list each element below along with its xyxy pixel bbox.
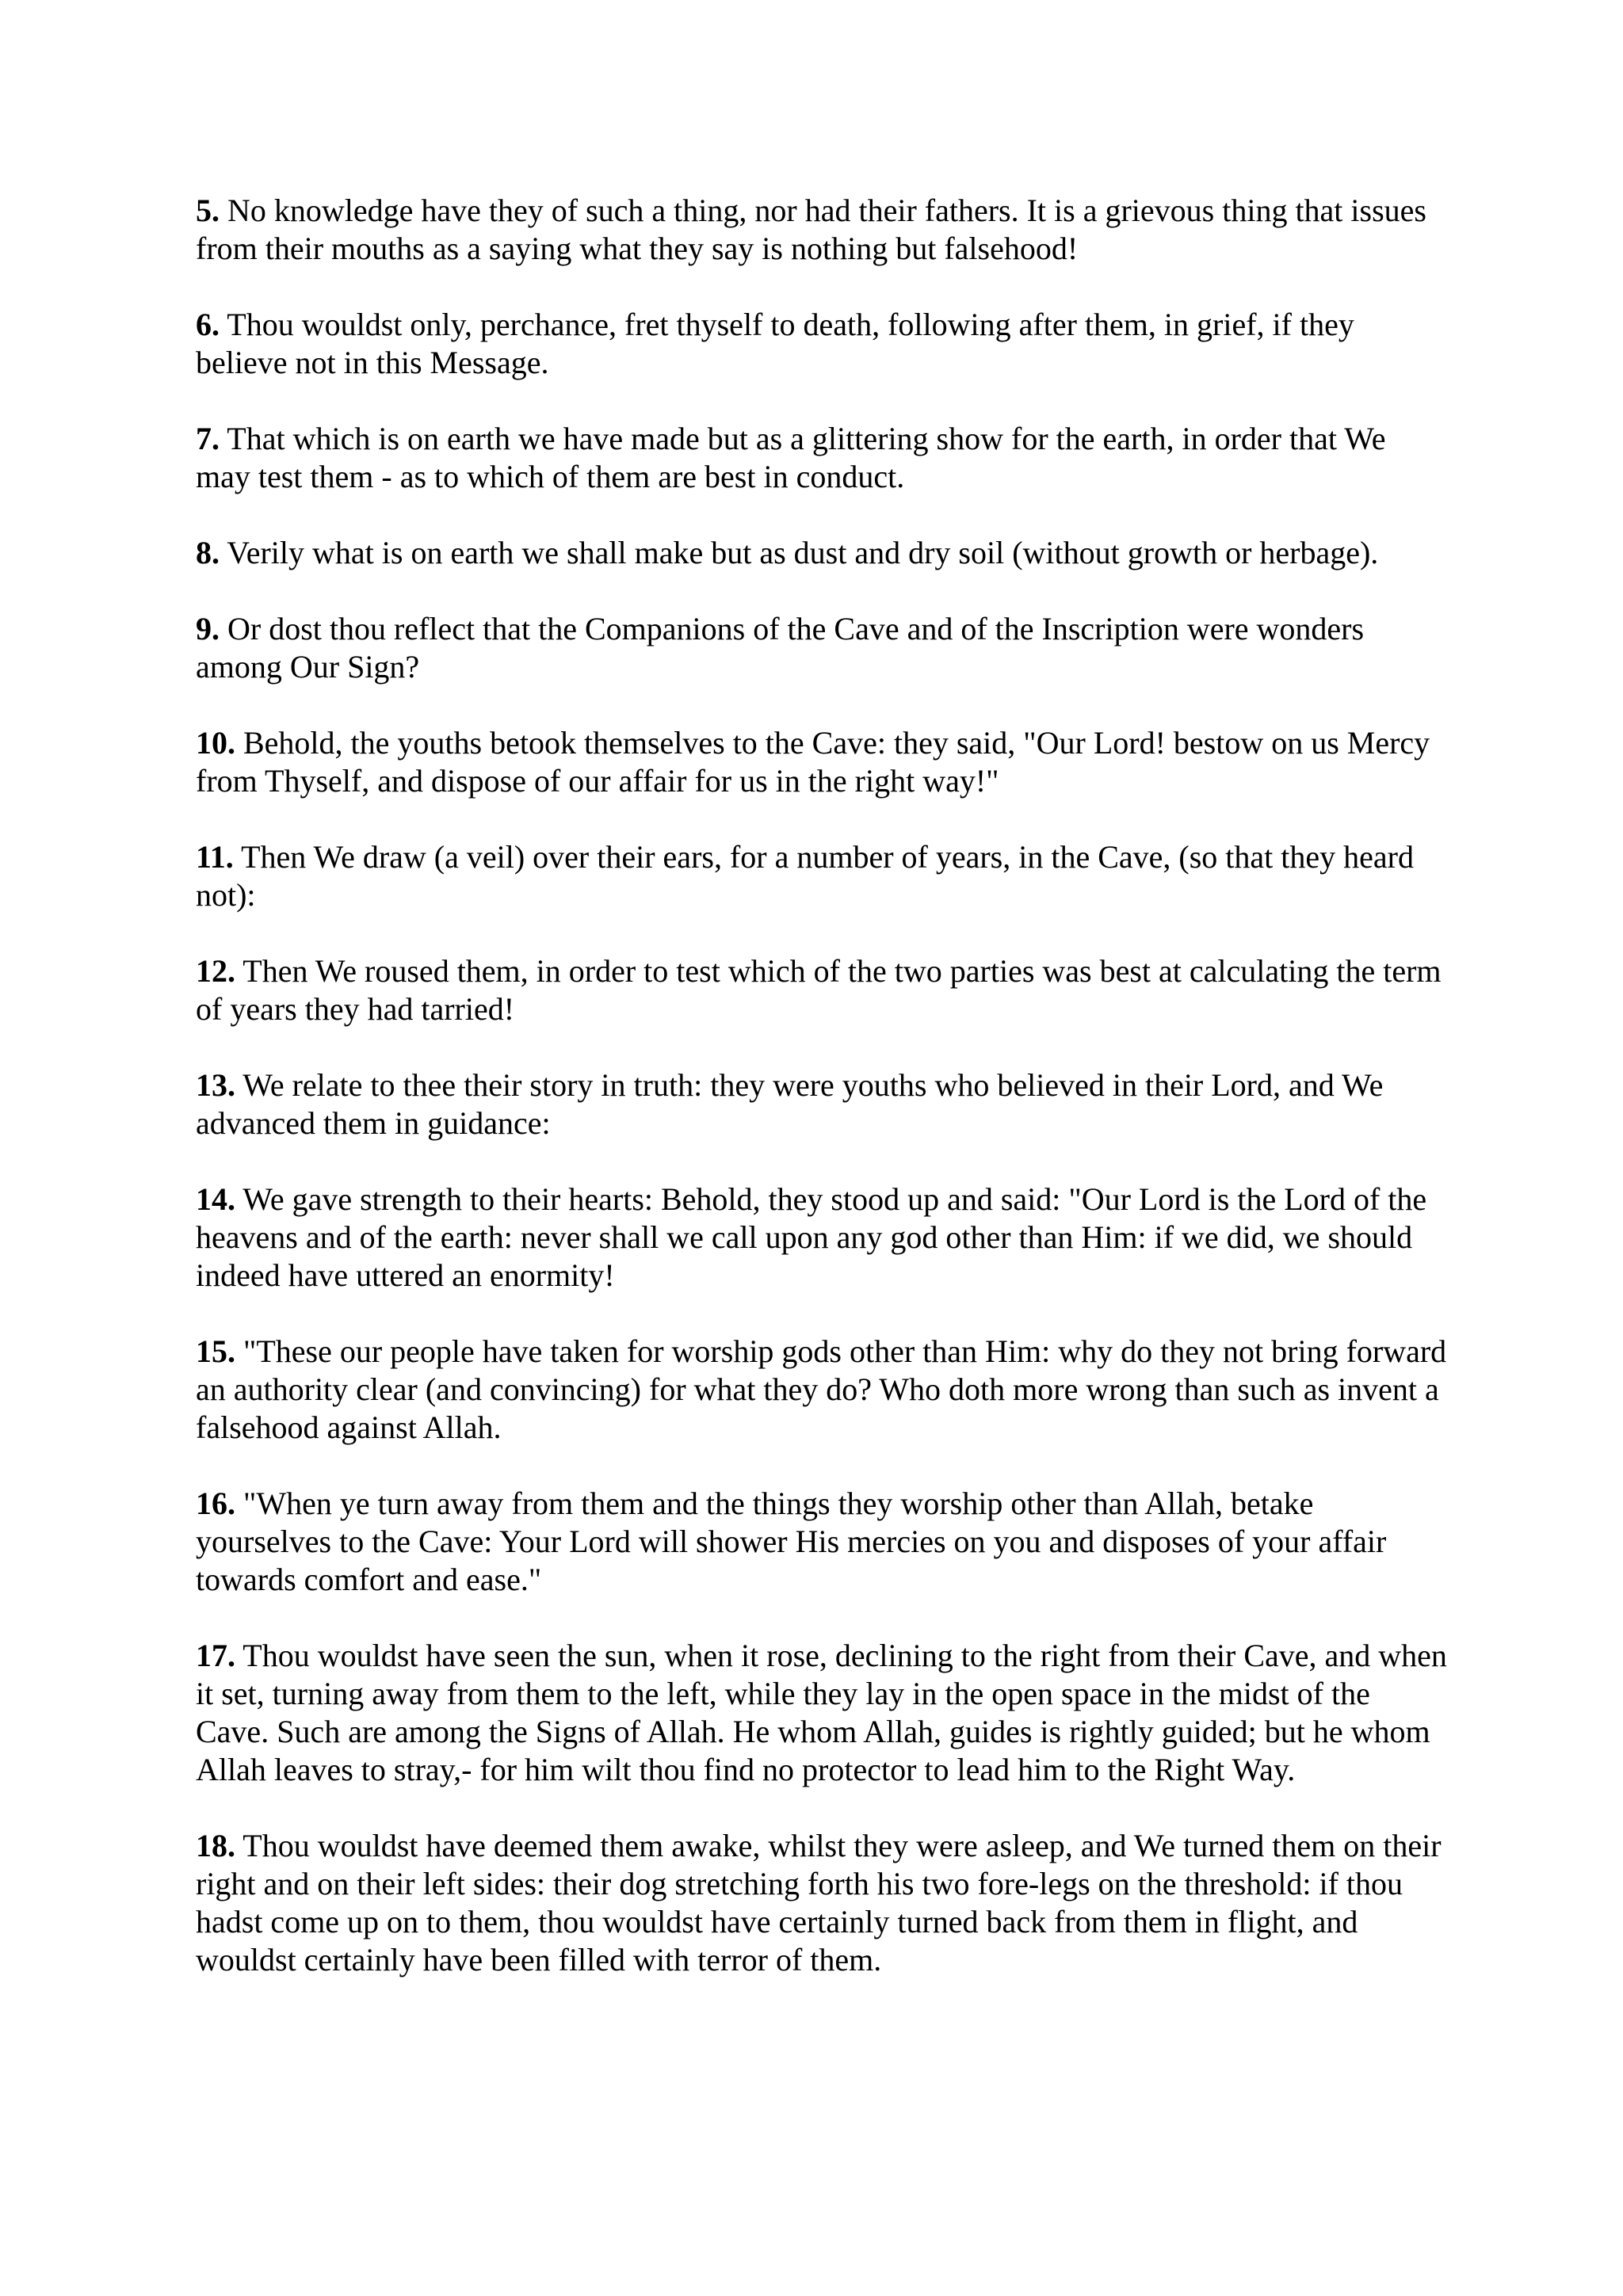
verse-number: 10. [196,725,235,761]
verse-text: Thou wouldst have deemed them awake, whilst they were asleep, and We turned them on their right and on their left sides: their dog stretching forth his two fore-legs on the threshold: if thou hadst come up on to them, thou wouldst have certainly turned back from them in flight, and wouldst certainly have been filled with terror of them. [196,1828,1442,1978]
verse-17 [196,1637,1448,1789]
verse-6 [196,306,1448,382]
verse-number: 7. [196,421,220,456]
verse-text: Then We roused them, in order to test which of the two parties was best at calculating the term of years they had tarried! [196,953,1442,1027]
verse-number: 12. [196,953,235,989]
verse-11 [196,838,1448,914]
verse-text: We gave strength to their hearts: Behold, they stood up and said: "Our Lord is the Lord of the heavens and of the earth: never shall we call upon any god other than Him: if we did, we should indeed have uttered an enormity! [196,1181,1427,1293]
verse-text: Behold, the youths betook themselves to the Cave: they said, "Our Lord! bestow on us Mercy from Thyself, and dispose of our affair for us in the right way!" [196,725,1430,799]
verse-number: 16. [196,1486,235,1521]
verse-text: That which is on earth we have made but as a glittering show for the earth, in order that We may test them - as to which of them are best in conduct. [196,421,1386,494]
verse-text: Thou wouldst only, perchance, fret thyself to death, following after them, in grief, if they believe not in this Message. [196,307,1354,380]
verse-8 [196,534,1448,572]
verse-text: Verily what is on earth we shall make but as dust and dry soil (without growth or herbage). [220,535,1379,570]
verse-text: We relate to thee their story in truth: they were youths who believed in their Lord, and We advanced them in guidance: [196,1067,1384,1141]
verse-text: Then We draw (a veil) over their ears, for a number of years, in the Cave, (so that they heard not): [196,839,1414,913]
verse-16 [196,1485,1448,1599]
verse-18 [196,1827,1448,1979]
verse-text: Or dost thou reflect that the Companions of the Cave and of the Inscription were wonders among Our Sign? [196,611,1365,685]
verse-number: 6. [196,307,220,342]
verse-10 [196,724,1448,800]
verse-13 [196,1066,1448,1142]
verse-number: 17. [196,1638,235,1673]
document-page [196,192,1448,2017]
verse-15 [196,1333,1448,1447]
verse-text: No knowledge have they of such a thing, nor had their fathers. It is a grievous thing that issues from their mouths as a saying what they say is nothing but falsehood! [196,193,1426,266]
verse-number: 5. [196,193,220,228]
verse-number: 15. [196,1333,235,1369]
verse-9 [196,610,1448,686]
verse-number: 8. [196,535,220,570]
verse-7 [196,420,1448,496]
verse-number: 9. [196,611,220,646]
verse-text: "These our people have taken for worship gods other than Him: why do they not bring forward an authority clear (and convincing) for what they do? Who doth more wrong than such as invent a falsehood against Allah. [196,1333,1447,1445]
verse-5 [196,192,1448,268]
verse-number: 13. [196,1067,235,1103]
verse-number: 11. [196,839,234,875]
verse-number: 14. [196,1181,235,1217]
verse-14 [196,1180,1448,1295]
verse-number: 18. [196,1828,235,1863]
verse-12 [196,952,1448,1028]
verse-text: "When ye turn away from them and the things they worship other than Allah, betake yourselves to the Cave: Your Lord will shower His mercies on you and disposes of your affair towards comfort and ease." [196,1486,1387,1597]
verse-text: Thou wouldst have seen the sun, when it rose, declining to the right from their Cave, and when it set, turning away from them to the left, while they lay in the open space in the midst of the Cave. Such are among the Signs of Allah. He whom Allah, guides is rightly guided; but he whom Allah leaves to stray,- for him wilt thou find no protector to lead him to the Right Way. [196,1638,1447,1787]
